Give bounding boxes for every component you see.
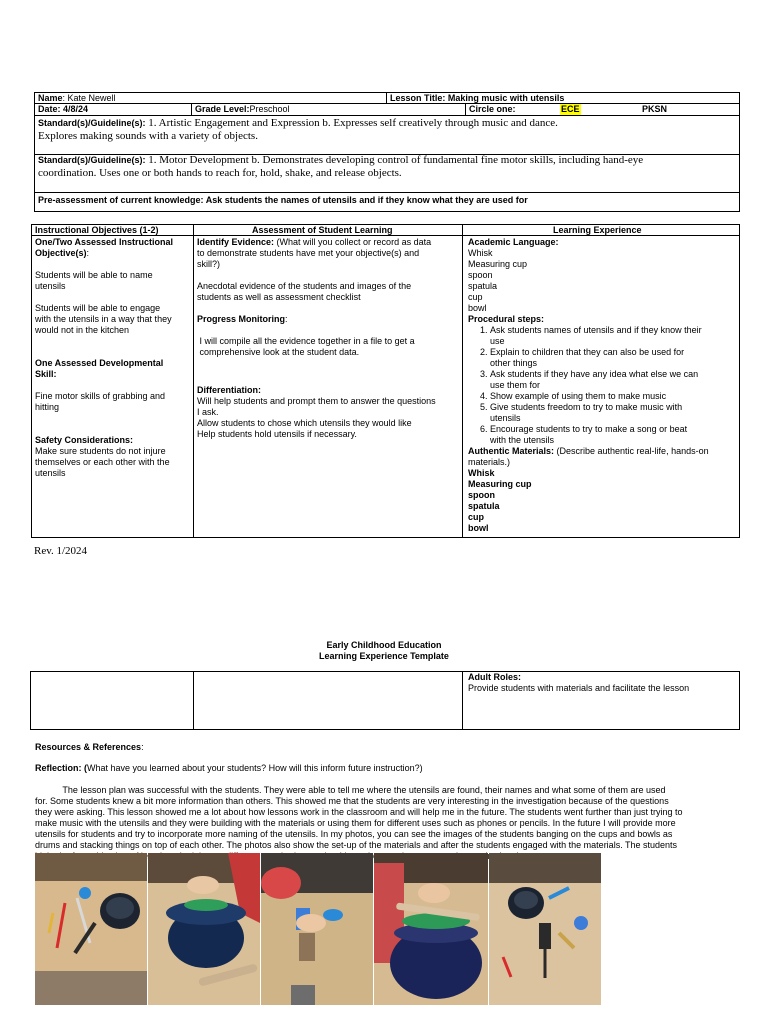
adult-roles-text: Provide students with materials and facilitate the lesson	[468, 683, 690, 693]
bowl-stacking-photo	[148, 853, 260, 1005]
name-label: Name	[38, 93, 63, 103]
utensils-after-photo	[489, 853, 601, 1005]
authentic-items	[468, 468, 738, 534]
procedural-steps-list	[468, 325, 738, 446]
reflection-heading: Reflection: (What have you learned about your students? How will this inform future instruction?)	[35, 763, 423, 773]
date-field	[38, 104, 88, 115]
authentic-item: bowl	[468, 523, 489, 533]
objectives-column	[35, 237, 191, 479]
adult-roles	[468, 672, 689, 694]
lesson-header-table	[34, 92, 740, 212]
authentic-item: Measuring cup	[468, 479, 532, 489]
circle-pksn: PKSN	[642, 104, 668, 114]
academic-word: cup	[468, 292, 483, 302]
authentic-materials: Authentic Materials: (Describe authentic real-life, hands-on materials.)	[468, 446, 709, 467]
col-header-learning-experience: Learning Experience	[553, 225, 642, 235]
authentic-item: spoon	[468, 490, 495, 500]
authentic-item: spatula	[468, 501, 500, 511]
objective-2: Students will be able to engage with the utensils in a way that they would not in the kitchen	[35, 303, 172, 335]
standard-2-text-a: 1. Motor Development b. Demonstrates developing control of fundamental fine motor skills, including hand-eye	[145, 154, 644, 166]
standard-2-text-b: coordination. Uses one or both hands to reach for, hold, shake, and release objects.	[38, 167, 402, 179]
lesson-title: Lesson Title: Making music with utensils	[390, 93, 565, 103]
developmental-skill-heading: One Assessed Developmental Skill:	[35, 358, 164, 379]
page2-title: Early Childhood Education Learning Experience Template	[319, 640, 449, 661]
differentiation-heading: Differentiation:	[197, 385, 261, 395]
standard-1-text-b: Explores making sounds with a variety of objects.	[38, 130, 258, 142]
authentic-item: Whisk	[468, 468, 495, 478]
grade-label: Grade Level:	[195, 104, 250, 114]
safety-heading: Safety Considerations:	[35, 435, 134, 445]
utensils-setup-photo	[35, 853, 147, 1005]
revision-label: Rev. 1/2024	[34, 545, 88, 557]
col-header-assessment: Assessment of Student Learning	[252, 225, 393, 235]
measuring-cup-photo	[261, 853, 373, 1005]
procedural-step: 4. Show example of using them to make music	[490, 391, 738, 402]
anecdotal-evidence: Anecdotal evidence of the students and images of the students as well as assessment checklist	[197, 281, 412, 302]
standard-1-label: Standard(s)/Guideline(s):	[38, 118, 146, 128]
procedural-step: 1. Ask students names of utensils and if they know their use	[490, 325, 738, 347]
adult-roles-heading: Adult Roles:	[468, 672, 521, 682]
procedural-step: 5. Give students freedom to try to make music with utensils	[490, 402, 738, 424]
differentiation-text: Will help students and prompt them to answer the questions I ask. Allow students to chose which utensils they would like Help students hold utensils if necessary.	[197, 396, 436, 439]
learning-experience-column	[468, 237, 738, 534]
objective-1: Students will be able to name utensils	[35, 270, 153, 291]
identify-evidence: Identify Evidence: (What will you collect or record as data to demonstrate students have met your objective(s) and skill?)	[197, 237, 432, 269]
academic-words	[468, 248, 738, 314]
academic-word: bowl	[468, 303, 487, 313]
progress-monitoring-heading: Progress Monitoring:	[197, 314, 288, 324]
circle-ece-highlighted: ECE	[561, 104, 580, 114]
date-value: 4/8/24	[63, 104, 89, 114]
procedural-steps-heading: Procedural steps:	[468, 314, 545, 324]
progress-monitoring-text: I will compile all the evidence together in a file to get a comprehensive look at the student data.	[197, 336, 415, 357]
developmental-skill: Fine motor skills of grabbing and hitting	[35, 391, 166, 412]
reflection-body: The lesson plan was successful with the students. They were able to tell me where the utensils are found, their names and what some of them are used for. Some students knew a bit more information than others. This showed me that the students are very interesting in the investigation because of the questions they were asking. This lesson showed me a lot about how lessons work in the classroom and will help me in the future. The students went further than just trying to make music with the utensils and they were building with the materials or using them for different uses such as phones or pencils. In the future I will provide more utensils for students and try to incorporate more naming of the utensils. In my photos, you can see the images of the students banging on the cups and bowls as drums and stacking things on top of each other. The photos also show the set-up of the materials and after the students engaged with the materials. The students	[35, 785, 683, 850]
col-header-objectives: Instructional Objectives (1-2)	[35, 225, 159, 235]
pre-assessment: Pre-assessment of current knowledge: Ask students the names of utensils and if they know what they are used for	[38, 195, 528, 205]
academic-word: spoon	[468, 270, 493, 280]
academic-word: Whisk	[468, 248, 493, 258]
academic-word: spatula	[468, 281, 498, 291]
objectives-heading: One/Two Assessed Instructional Objective(s):	[35, 237, 174, 258]
procedural-step: 3. Ask students if they have any idea what else we can use them for	[490, 369, 738, 391]
safety-text: Make sure students do not injure themselves or each other with the utensils	[35, 446, 170, 478]
bowl-drum-photo	[374, 853, 488, 1005]
assessment-column	[197, 237, 459, 440]
standard-2-label: Standard(s)/Guideline(s):	[38, 155, 146, 165]
procedural-step: 6. Encourage students to try to make a song or beat with the utensils	[490, 424, 738, 446]
authentic-item: cup	[468, 512, 485, 522]
name-field	[38, 93, 116, 104]
standard-1-text-a: 1. Artistic Engagement and Expression b. Expresses self creatively through music and dance.	[145, 117, 558, 129]
circle-one-label: Circle one:	[469, 104, 516, 114]
grade-level-field	[195, 104, 290, 115]
grade-value: Preschool	[249, 104, 290, 114]
academic-word: Measuring cup	[468, 259, 528, 269]
resources-references: Resources & References:	[35, 742, 144, 752]
name-value: : Kate Newell	[62, 93, 116, 103]
standard-1	[38, 117, 738, 143]
procedural-step: 2. Explain to children that they can also be used for other things	[490, 347, 738, 369]
standard-2	[38, 154, 738, 180]
date-label: Date:	[38, 104, 61, 114]
academic-language-heading: Academic Language:	[468, 237, 559, 247]
